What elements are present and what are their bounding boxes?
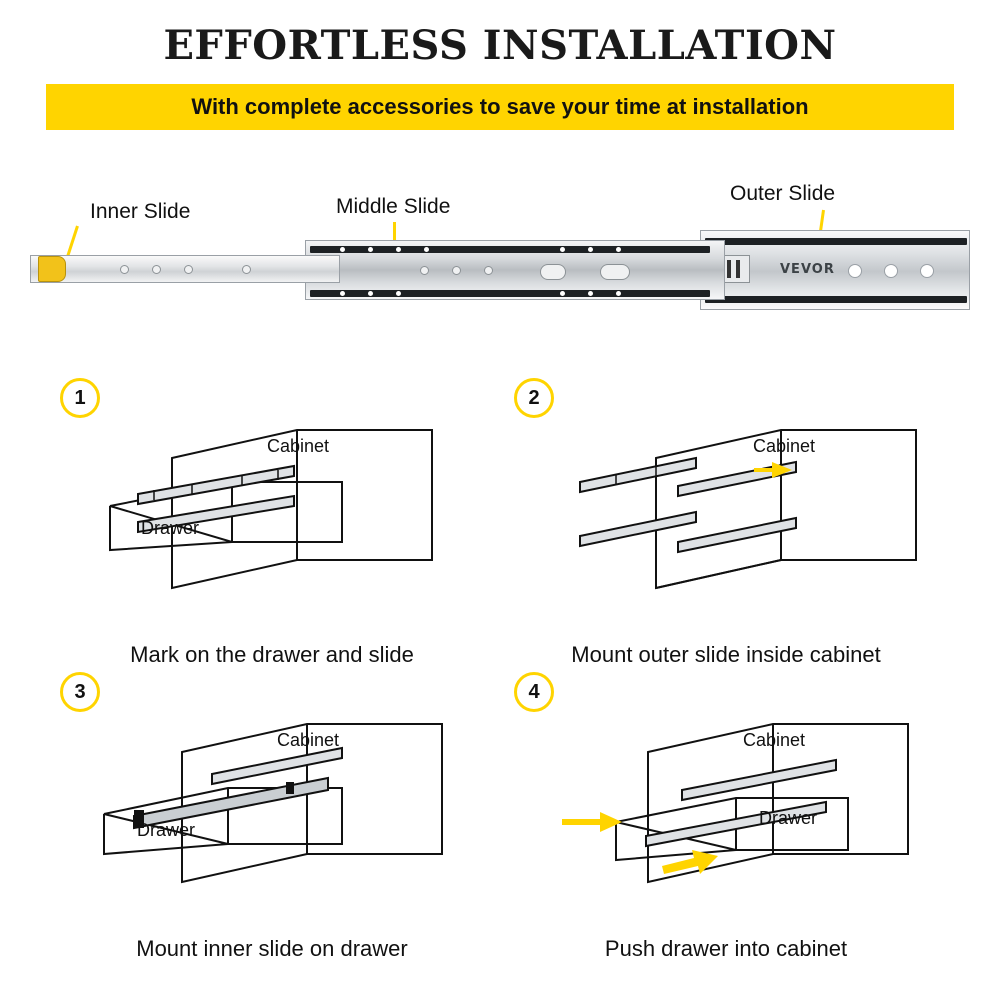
bearing-dot xyxy=(368,291,373,296)
middle-slide-slot xyxy=(540,264,566,280)
bearing-dot xyxy=(588,291,593,296)
step-3-caption: Mount inner slide on drawer xyxy=(136,936,408,961)
drawer-label: Drawer xyxy=(136,820,196,840)
bearing-dot xyxy=(616,291,621,296)
step-4 xyxy=(496,672,956,962)
bearing-dot xyxy=(424,247,429,252)
bearing-dot xyxy=(560,291,565,296)
label-inner-slide: Inner Slide xyxy=(90,200,191,223)
bearing-dot xyxy=(616,247,621,252)
subtitle-banner xyxy=(46,84,954,130)
bearing-dot xyxy=(396,291,401,296)
step-number-badge: 2 xyxy=(514,378,554,418)
bearing-dot xyxy=(340,291,345,296)
middle-slide-slot xyxy=(600,264,630,280)
middle-slide-hole xyxy=(420,266,429,275)
outer-slide-hole xyxy=(848,264,862,278)
cabinet-label: Cabinet xyxy=(742,730,806,750)
label-outer-slide: Outer Slide xyxy=(730,182,836,205)
bearing-dot xyxy=(368,247,373,252)
step-1 xyxy=(42,378,502,668)
step-2-caption: Mount outer slide inside cabinet xyxy=(571,642,881,667)
inner-slide-hole xyxy=(120,265,129,274)
cabinet-label: Cabinet xyxy=(752,436,816,456)
step-2 xyxy=(496,378,956,668)
outer-slide-hole xyxy=(884,264,898,278)
middle-slide-hole xyxy=(452,266,461,275)
inner-slide-hole xyxy=(242,265,251,274)
outer-slide-hole xyxy=(920,264,934,278)
step-1-figure xyxy=(42,410,502,610)
step-2-figure xyxy=(496,410,956,610)
cabinet-label: Cabinet xyxy=(276,730,340,750)
inner-slide-hole xyxy=(184,265,193,274)
brand-logo: VEVOR xyxy=(780,262,835,277)
middle-slide-hole xyxy=(484,266,493,275)
cabinet-label: Cabinet xyxy=(266,436,330,456)
bearing-dot xyxy=(588,247,593,252)
subtitle-text: With complete accessories to save your time at installation xyxy=(191,94,809,119)
bearing-dot xyxy=(560,247,565,252)
bearing-dot xyxy=(396,247,401,252)
step-number-badge: 4 xyxy=(514,672,554,712)
bearing-dot xyxy=(340,247,345,252)
slide-diagram xyxy=(0,150,1000,350)
page-title: EFFORTLESS INSTALLATION xyxy=(163,22,837,69)
step-number-badge: 3 xyxy=(60,672,100,712)
step-3 xyxy=(42,672,502,962)
drawer-label: Drawer xyxy=(758,808,818,828)
step-number-badge: 1 xyxy=(60,378,100,418)
drawer-label: Drawer xyxy=(140,518,200,538)
outer-slide-bottom-strip xyxy=(705,296,967,303)
release-tab xyxy=(38,256,66,282)
step-4-figure xyxy=(496,704,956,904)
step-4-caption: Push drawer into cabinet xyxy=(604,936,848,961)
step-3-figure xyxy=(42,704,502,904)
inner-slide-hole xyxy=(152,265,161,274)
label-middle-slide: Middle Slide xyxy=(336,195,451,218)
step-1-caption: Mark on the drawer and slide xyxy=(130,642,414,667)
outer-slide-top-strip xyxy=(705,238,967,245)
